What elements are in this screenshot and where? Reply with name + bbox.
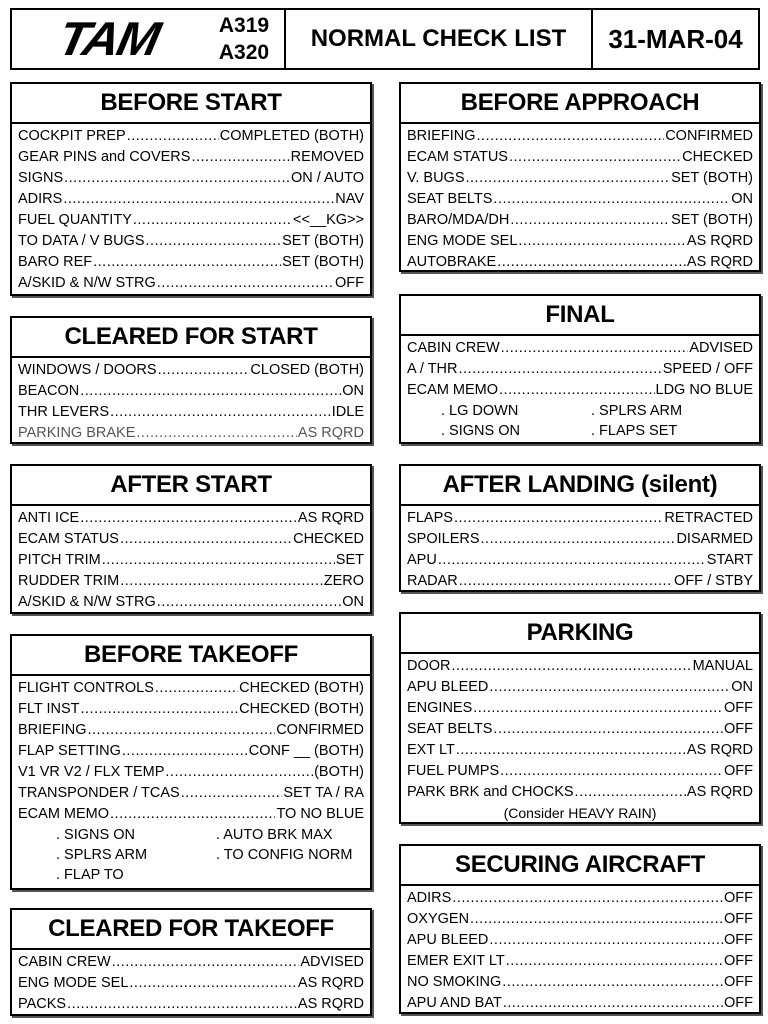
item-label: APU BLEED: [407, 679, 489, 695]
dot-leader: [470, 909, 723, 930]
checklist-item: [407, 761, 753, 782]
item-value: CHECKED (BOTH): [239, 701, 364, 717]
dot-leader: [452, 656, 692, 677]
item-label: BARO REF: [18, 254, 93, 270]
checklist-item: [18, 210, 364, 231]
item-label: V. BUGS: [407, 170, 465, 186]
checklist-item: [407, 529, 753, 550]
item-list: [12, 358, 370, 444]
dot-leader: [81, 699, 239, 720]
item-label: CABIN CREW: [407, 340, 500, 356]
checklist-item: [407, 888, 753, 909]
item-value: CHECKED: [293, 531, 364, 547]
item-value: NAV: [335, 191, 364, 207]
checklist-header: [10, 8, 760, 70]
checklist-item: [407, 168, 753, 189]
dot-leader: [575, 782, 686, 803]
dot-leader: [499, 380, 654, 401]
dot-leader: [459, 571, 673, 592]
item-label: COCKPIT PREP: [18, 128, 126, 144]
model-a320: A320: [218, 41, 270, 64]
item-label: FUEL PUMPS: [407, 763, 500, 779]
item-value: (BOTH): [314, 764, 364, 780]
checklist-item: [18, 699, 364, 720]
dot-leader: [67, 994, 297, 1015]
dot-leader: [158, 360, 250, 381]
section-before-takeoff: [10, 634, 372, 890]
checklist-item: [18, 571, 364, 592]
dot-leader: [481, 529, 676, 550]
checklist-item: [18, 720, 364, 741]
checklist-item: [407, 231, 753, 252]
dot-leader: [502, 972, 723, 993]
sub-item: . LG DOWN: [441, 403, 519, 419]
item-list: [12, 676, 370, 825]
dot-leader: [191, 147, 289, 168]
item-value: OFF: [335, 275, 364, 291]
item-value: OFF: [724, 953, 753, 969]
item-value: ON: [342, 383, 364, 399]
item-label: APU AND BAT: [407, 995, 502, 1011]
dot-leader: [63, 189, 334, 210]
item-value: ON: [342, 594, 364, 610]
dot-leader: [456, 740, 686, 761]
item-value: ADVISED: [300, 954, 364, 970]
dot-leader: [459, 359, 662, 380]
dot-leader: [120, 571, 322, 592]
checklist-item: [18, 402, 364, 423]
dot-leader: [165, 762, 313, 783]
item-value: OFF: [724, 932, 753, 948]
page-title: NORMAL CHECK LIST: [284, 10, 593, 68]
item-value: SET (BOTH): [282, 233, 364, 249]
section-title: SECURING AIRCRAFT: [401, 846, 759, 886]
checklist-item: [407, 930, 753, 951]
item-list: [12, 506, 370, 613]
item-value: AS RQRD: [297, 975, 364, 991]
section-title: BEFORE START: [12, 84, 370, 124]
dot-leader: [438, 550, 706, 571]
item-label: RADAR: [407, 573, 458, 589]
checklist-item: [407, 571, 753, 592]
sub-item: . SIGNS ON: [56, 827, 135, 843]
item-label: ENGINES: [407, 700, 473, 716]
item-label: PACKS: [18, 996, 67, 1012]
item-label: A/SKID & N/W STRG: [18, 594, 156, 610]
item-label: EMER EXIT LT: [407, 953, 505, 969]
item-label: PARKING BRAKE: [18, 425, 136, 441]
checklist-item: [18, 762, 364, 783]
item-label: BRIEFING: [18, 722, 87, 738]
checklist-item: [18, 741, 364, 762]
item-value: CONFIRMED: [276, 722, 364, 738]
item-value: ZERO: [323, 573, 364, 589]
item-value: OFF: [724, 974, 753, 990]
section-title: CLEARED FOR START: [12, 318, 370, 358]
checklist-item: [407, 972, 753, 993]
dot-leader: [466, 168, 671, 189]
dot-leader: [127, 126, 219, 147]
item-list: [401, 124, 759, 273]
item-label: FUEL QUANTITY: [18, 212, 132, 228]
dot-leader: [157, 273, 334, 294]
section-before-start: [10, 82, 372, 296]
item-label: TRANSPONDER / TCAS: [18, 785, 180, 801]
item-value: CHECKED (BOTH): [239, 680, 364, 696]
model-a319: A319: [218, 14, 270, 37]
sub-item: . FLAP TO: [56, 867, 124, 883]
checklist-item: [18, 273, 364, 294]
dot-leader: [473, 698, 723, 719]
item-list: [12, 950, 370, 1015]
item-label: A/SKID & N/W STRG: [18, 275, 156, 291]
item-label: ANTI ICE: [18, 510, 80, 526]
dot-leader: [476, 126, 664, 147]
item-value: RETRACTED: [664, 510, 753, 526]
checklist-item: [407, 338, 753, 359]
item-list: [401, 506, 759, 592]
item-value: CONF __ (BOTH): [248, 743, 364, 759]
item-label: WINDOWS / DOORS: [18, 362, 157, 378]
dot-leader: [500, 761, 723, 782]
dot-leader: [155, 678, 238, 699]
item-value: AS RQRD: [686, 742, 753, 758]
checklist-item: [18, 804, 364, 825]
section-title: AFTER LANDING (silent): [401, 466, 759, 506]
item-value: OFF: [724, 890, 753, 906]
item-label: FLT INST: [18, 701, 80, 717]
checklist-item: [18, 550, 364, 571]
dot-leader: [110, 402, 331, 423]
checklist-item: [18, 994, 364, 1015]
item-label: AUTOBRAKE: [407, 254, 497, 270]
checklist-item: [407, 359, 753, 380]
section-after-start: [10, 464, 372, 614]
tam-logo: TAM: [53, 12, 163, 66]
dot-leader: [64, 168, 290, 189]
dot-leader: [157, 592, 341, 613]
item-label: PARK BRK and CHOCKS: [407, 784, 574, 800]
dot-leader: [112, 952, 300, 973]
item-label: TO DATA / V BUGS: [18, 233, 145, 249]
ecam-memo-subitems: [12, 825, 370, 885]
dot-leader: [146, 231, 282, 252]
checklist-item: [18, 126, 364, 147]
item-value: MANUAL: [692, 658, 753, 674]
item-label: FLAPS: [407, 510, 453, 526]
item-label: V1 VR V2 / FLX TEMP: [18, 764, 165, 780]
section-after-landing: [399, 464, 761, 592]
dot-leader: [136, 423, 297, 444]
item-value: REMOVED: [290, 149, 364, 165]
checklist-item: [407, 656, 753, 677]
checklist-item: [407, 909, 753, 930]
checklist-item: [18, 381, 364, 402]
item-value: AS RQRD: [686, 233, 753, 249]
checklist-item: [407, 252, 753, 273]
item-label: ECAM MEMO: [407, 382, 499, 398]
dot-leader: [510, 210, 670, 231]
dot-leader: [506, 951, 723, 972]
item-value: OFF: [724, 911, 753, 927]
checklist-item: [18, 147, 364, 168]
dot-leader: [122, 741, 248, 762]
item-value: ADVISED: [689, 340, 753, 356]
item-label: ADIRS: [407, 890, 452, 906]
item-value: COMPLETED (BOTH): [219, 128, 364, 144]
checklist-item: [18, 529, 364, 550]
dot-leader: [509, 147, 681, 168]
checklist-item: [407, 189, 753, 210]
checklist-item: [407, 210, 753, 231]
section-title: FINAL: [401, 296, 759, 336]
revision-date: 31-MAR-04: [608, 23, 743, 54]
item-label: ECAM STATUS: [18, 531, 119, 547]
item-list: [12, 124, 370, 294]
item-list: [401, 336, 759, 401]
checklist-item: [407, 508, 753, 529]
item-value: OFF: [724, 763, 753, 779]
checklist-item: [18, 678, 364, 699]
section-title: CLEARED FOR TAKEOFF: [12, 910, 370, 950]
sub-item: . SPLRS ARM: [56, 847, 148, 863]
section-cleared-for-start: [10, 316, 372, 444]
ecam-memo-subitems: [401, 401, 759, 441]
sub-item: [216, 865, 370, 885]
dot-leader: [87, 720, 275, 741]
item-list: [401, 654, 759, 803]
dot-leader: [133, 210, 292, 231]
item-label: CABIN CREW: [18, 954, 111, 970]
sub-item: . FLAPS SET: [591, 423, 678, 439]
item-label: THR LEVERS: [18, 404, 110, 420]
item-label: SEAT BELTS: [407, 191, 493, 207]
item-label: SIGNS: [18, 170, 64, 186]
dot-leader: [93, 252, 281, 273]
checklist-item: [407, 951, 753, 972]
item-label: A / THR: [407, 361, 458, 377]
item-value: AS RQRD: [297, 425, 364, 441]
checklist-item: [18, 360, 364, 381]
checklist-item: [407, 698, 753, 719]
item-label: DOOR: [407, 658, 451, 674]
checklist-item: [407, 782, 753, 803]
item-label: ENG MODE SEL: [18, 975, 129, 991]
checklist-item: [18, 189, 364, 210]
item-label: ADIRS: [18, 191, 63, 207]
checklist-item: [18, 168, 364, 189]
item-value: AS RQRD: [686, 784, 753, 800]
dot-leader: [129, 973, 297, 994]
item-label: SPOILERS: [407, 531, 480, 547]
item-value: AS RQRD: [297, 996, 364, 1012]
item-value: SET (BOTH): [671, 170, 753, 186]
item-value: OFF: [724, 721, 753, 737]
item-label: APU BLEED: [407, 932, 489, 948]
item-value: AS RQRD: [297, 510, 364, 526]
item-value: <<__KG>>: [293, 212, 364, 228]
dot-leader: [503, 993, 723, 1014]
item-value: CONFIRMED: [665, 128, 753, 144]
dot-leader: [493, 189, 730, 210]
item-list: [401, 886, 759, 1014]
item-label: ENG MODE SEL: [407, 233, 518, 249]
dot-leader: [120, 529, 292, 550]
item-label: PITCH TRIM: [18, 552, 101, 568]
dot-leader: [501, 338, 689, 359]
item-value: LDG NO BLUE: [655, 382, 753, 398]
section-title: BEFORE TAKEOFF: [12, 636, 370, 676]
item-label: ECAM MEMO: [18, 806, 110, 822]
item-label: BEACON: [18, 383, 80, 399]
item-label: OXYGEN: [407, 911, 470, 927]
item-value: SPEED / OFF: [662, 361, 753, 377]
item-label: BARO/MDA/DH: [407, 212, 510, 228]
item-label: BRIEFING: [407, 128, 476, 144]
sub-item: . SPLRS ARM: [591, 403, 683, 419]
checklist-item: [407, 740, 753, 761]
section-final: [399, 294, 761, 444]
item-label: SEAT BELTS: [407, 721, 493, 737]
dot-leader: [452, 888, 723, 909]
checklist-item: [18, 508, 364, 529]
checklist-item: [18, 252, 364, 273]
dot-leader: [489, 930, 723, 951]
section-title: BEFORE APPROACH: [401, 84, 759, 124]
section-title: PARKING: [401, 614, 759, 654]
dot-leader: [102, 550, 335, 571]
checklist-item: [407, 550, 753, 571]
item-value: CHECKED: [682, 149, 753, 165]
checklist-item: [18, 783, 364, 804]
section-title: AFTER START: [12, 466, 370, 506]
logo-cell: [12, 10, 204, 68]
checklist-item: [407, 719, 753, 740]
checklist-item: [18, 231, 364, 252]
checklist-item: [407, 126, 753, 147]
section-securing-aircraft: [399, 844, 761, 1014]
dot-leader: [518, 231, 686, 252]
item-value: CLOSED (BOTH): [250, 362, 364, 378]
item-value: OFF: [724, 700, 753, 716]
item-label: APU: [407, 552, 437, 568]
item-value: DISARMED: [676, 531, 753, 547]
item-value: TO NO BLUE: [276, 806, 364, 822]
dot-leader: [454, 508, 663, 529]
checklist-item: [18, 973, 364, 994]
section-cleared-for-takeoff: [10, 908, 372, 1016]
item-label: FLAP SETTING: [18, 743, 121, 759]
item-label: FLIGHT CONTROLS: [18, 680, 154, 696]
heavy-rain-note: (Consider HEAVY RAIN): [503, 805, 657, 821]
checklist-item: [407, 993, 753, 1014]
item-value: ON: [731, 679, 753, 695]
item-label: GEAR PINS and COVERS: [18, 149, 191, 165]
item-value: IDLE: [331, 404, 364, 420]
dot-leader: [110, 804, 275, 825]
dot-leader: [497, 252, 686, 273]
checklist-item: [18, 423, 364, 444]
sub-item: . TO CONFIG NORM: [216, 847, 353, 863]
aircraft-models: [204, 10, 284, 68]
item-value: ON: [731, 191, 753, 207]
section-parking: [399, 612, 761, 824]
item-value: OFF / STBY: [674, 573, 753, 589]
item-value: SET TA / RA: [283, 785, 364, 801]
item-value: AS RQRD: [686, 254, 753, 270]
item-label: EXT LT: [407, 742, 455, 758]
dot-leader: [80, 508, 297, 529]
checklist-item: [18, 592, 364, 613]
dot-leader: [80, 381, 341, 402]
item-value: SET: [335, 552, 364, 568]
item-label: RUDDER TRIM: [18, 573, 120, 589]
dot-leader: [493, 719, 723, 740]
checklist-item: [407, 147, 753, 168]
checklist-item: [407, 380, 753, 401]
item-value: START: [706, 552, 753, 568]
section-before-approach: [399, 82, 761, 272]
item-value: ON / AUTO: [290, 170, 364, 186]
sub-item: . AUTO BRK MAX: [216, 827, 333, 843]
checklist-item: [407, 677, 753, 698]
sub-item: . SIGNS ON: [441, 423, 520, 439]
dot-leader: [489, 677, 730, 698]
item-value: SET (BOTH): [282, 254, 364, 270]
checklist-item: [18, 952, 364, 973]
item-value: SET (BOTH): [671, 212, 753, 228]
item-label: ECAM STATUS: [407, 149, 508, 165]
item-label: NO SMOKING: [407, 974, 502, 990]
item-value: OFF: [724, 995, 753, 1011]
dot-leader: [181, 783, 283, 804]
